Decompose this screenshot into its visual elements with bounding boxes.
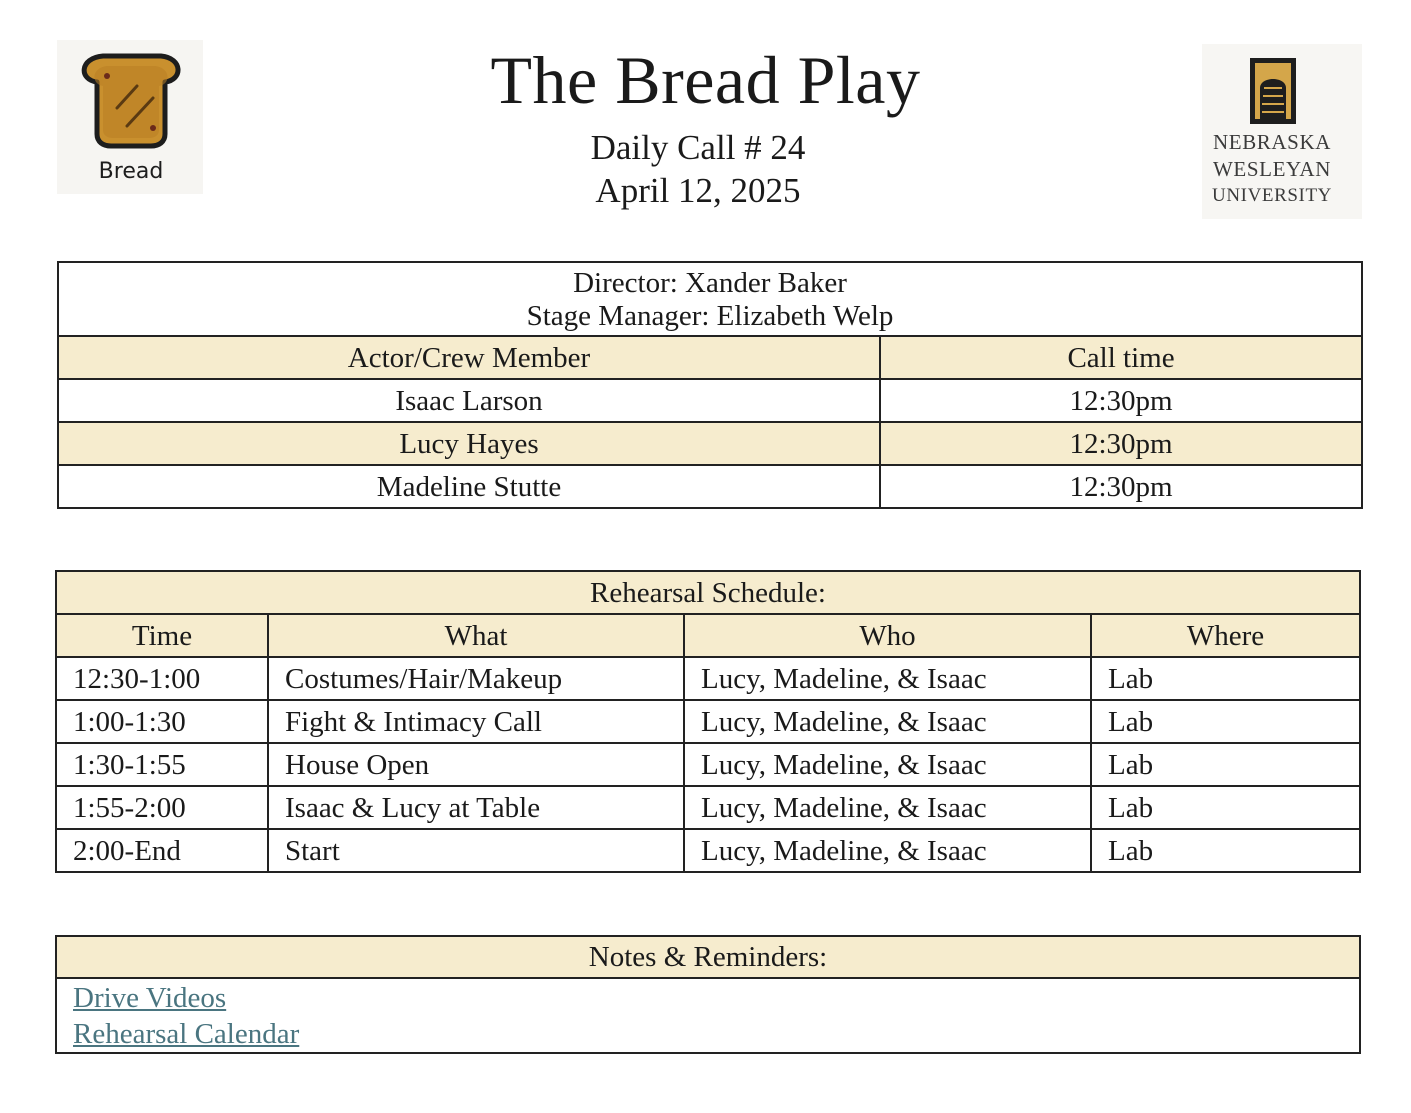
rehearsal-calendar-link[interactable]: Rehearsal Calendar	[73, 1018, 300, 1050]
schedule-who: Lucy, Madeline, & Isaac	[684, 657, 1091, 700]
cast-call-time: 12:30pm	[880, 379, 1362, 422]
bread-logo-text: Bread	[98, 159, 164, 184]
cast-row	[58, 422, 1362, 465]
production-info-cell	[58, 262, 1362, 336]
schedule-where: Lab	[1091, 700, 1360, 743]
schedule-row	[56, 657, 1360, 700]
column-header-time: Time	[56, 614, 268, 657]
schedule-row	[56, 743, 1360, 786]
schedule-what: Costumes/Hair/Makeup	[268, 657, 684, 700]
cast-member-name: Isaac Larson	[58, 379, 880, 422]
university-logo-line3: UNIVERSITY	[1212, 185, 1332, 206]
schedule-what: House Open	[268, 743, 684, 786]
cast-member-name: Lucy Hayes	[58, 422, 880, 465]
document-header	[0, 0, 1411, 230]
cast-call-time: 12:30pm	[880, 422, 1362, 465]
schedule-where: Lab	[1091, 786, 1360, 829]
schedule-who: Lucy, Madeline, & Isaac	[684, 743, 1091, 786]
production-info-row	[58, 262, 1362, 336]
schedule-time: 1:30-1:55	[56, 743, 268, 786]
stage-manager-name: Stage Manager: Elizabeth Welp	[526, 300, 894, 332]
cast-member-name: Madeline Stutte	[58, 465, 880, 508]
schedule-time: 1:00-1:30	[56, 700, 268, 743]
schedule-who: Lucy, Madeline, & Isaac	[684, 700, 1091, 743]
university-logo-line1: NEBRASKA	[1213, 130, 1331, 154]
column-header-who: Who	[684, 614, 1091, 657]
schedule-row	[56, 786, 1360, 829]
university-logo-line2: WESLEYAN	[1213, 157, 1331, 181]
notes-body-row	[56, 978, 1360, 1053]
cast-header-row	[58, 336, 1362, 379]
notes-reminders-table	[55, 935, 1361, 1054]
schedule-time: 12:30-1:00	[56, 657, 268, 700]
notes-title-row	[56, 936, 1360, 978]
cast-row	[58, 465, 1362, 508]
column-header-member: Actor/Crew Member	[58, 336, 880, 379]
director-name: Director: Xander Baker	[573, 267, 847, 299]
column-header-where: Where	[1091, 614, 1360, 657]
schedule-time: 1:55-2:00	[56, 786, 268, 829]
cast-call-time: 12:30pm	[880, 465, 1362, 508]
schedule-who: Lucy, Madeline, & Isaac	[684, 786, 1091, 829]
cast-call-table	[57, 261, 1363, 509]
schedule-where: Lab	[1091, 743, 1360, 786]
notes-title: Notes & Reminders:	[56, 936, 1360, 978]
notes-body	[56, 978, 1360, 1053]
drive-videos-link[interactable]: Drive Videos	[73, 982, 227, 1014]
university-logo	[1202, 44, 1362, 219]
schedule-what: Start	[268, 829, 684, 872]
column-header-call-time: Call time	[880, 336, 1362, 379]
schedule-title-row	[56, 571, 1360, 614]
column-header-what: What	[268, 614, 684, 657]
schedule-where: Lab	[1091, 657, 1360, 700]
schedule-title: Rehearsal Schedule:	[56, 571, 1360, 614]
schedule-what: Fight & Intimacy Call	[268, 700, 684, 743]
call-date: April 12, 2025	[595, 171, 801, 210]
rehearsal-schedule-table	[55, 570, 1361, 873]
schedule-row	[56, 700, 1360, 743]
daily-call-number: Daily Call # 24	[590, 128, 806, 167]
schedule-who: Lucy, Madeline, & Isaac	[684, 829, 1091, 872]
cast-row	[58, 379, 1362, 422]
page-title: The Bread Play	[490, 42, 921, 118]
university-seal-icon	[1202, 44, 1362, 134]
schedule-header-row	[56, 614, 1360, 657]
schedule-row	[56, 829, 1360, 872]
schedule-where: Lab	[1091, 829, 1360, 872]
schedule-what: Isaac & Lucy at Table	[268, 786, 684, 829]
schedule-time: 2:00-End	[56, 829, 268, 872]
